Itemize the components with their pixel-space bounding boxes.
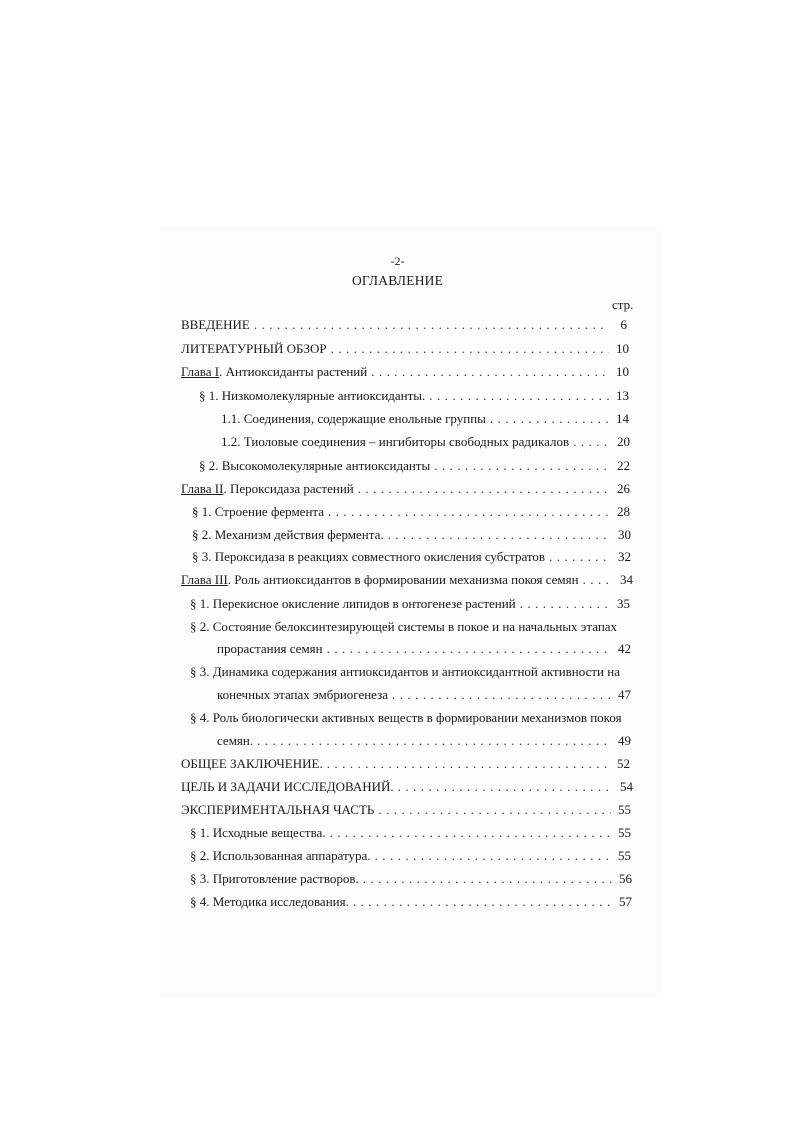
leader-dots <box>254 317 607 333</box>
page-column-label: стр. <box>612 297 634 312</box>
leader-dots <box>429 388 609 404</box>
toc-entry-section: § 2. Высокомолекулярные антиоксиданты . . . 22 <box>199 458 630 476</box>
toc-entry-section: § 3. Динамика содержания антиоксидантов и антиоксидантной активности на <box>190 664 620 679</box>
toc-entry-section-continuation: прорастания семян . . . 42 <box>217 641 631 659</box>
page-ref: 49 <box>618 733 631 748</box>
toc-entry-section: § 1. Исходные вещества. . . . 55 <box>190 825 631 843</box>
toc-entry-section: § 2. Механизм действия фермента. . . . 30 <box>192 527 631 545</box>
leader-dots <box>549 549 611 565</box>
leader-dots <box>573 434 610 450</box>
page-ref: 6 <box>620 317 627 332</box>
leader-dots <box>434 458 610 474</box>
page-ref: 22 <box>617 458 630 473</box>
page-number: -2- <box>390 254 405 268</box>
leader-dots <box>378 802 611 818</box>
page-ref: 26 <box>617 481 630 496</box>
toc-entry-section: § 1. Перекисное окисление липидов в онтогенезе растений . . . 35 <box>190 596 630 614</box>
toc-entry-section: § 2. Состояние белоксинтезирующей системы в покое и на начальных этапах <box>190 619 618 634</box>
page-ref: 13 <box>616 388 629 403</box>
toc-entry-section: § 4. Методика исследования. . . . 57 <box>190 894 632 912</box>
leader-dots <box>327 641 611 657</box>
toc-entry-experimental: ЭКСПЕРИМЕНТАЛЬНАЯ ЧАСТЬ . . . 55 <box>181 802 631 820</box>
page-title: ОГЛАВЛЕНИЕ <box>351 273 444 288</box>
toc-entry-section: § 3. Пероксидаза в реакциях совместного окисления субстратов . . . 32 <box>192 549 631 567</box>
toc-entry-chapter-1: Глава I. Антиоксиданты растений . . . 10 <box>181 364 629 382</box>
toc-entry-section: § 3. Приготовление растворов. . . . 56 <box>190 871 632 889</box>
leader-dots <box>375 848 611 864</box>
page-ref: 34 <box>620 572 633 587</box>
chapter-label: Глава II <box>181 481 224 496</box>
page-ref: 28 <box>617 504 630 519</box>
leader-dots <box>353 894 612 910</box>
leader-dots <box>358 481 610 497</box>
toc-entry-section: § 4. Роль биологически активных веществ в формировании механизмов покоя <box>190 710 622 725</box>
page-ref: 47 <box>618 687 631 702</box>
page-ref: 10 <box>616 341 629 356</box>
toc-entry-chapter-2: Глава II. Пероксидаза растений . . . 26 <box>181 481 630 499</box>
page-ref: 56 <box>619 871 632 886</box>
leader-dots <box>392 687 611 703</box>
leader-dots <box>583 572 613 588</box>
leader-dots <box>328 504 610 520</box>
leader-dots <box>327 756 610 772</box>
page-ref: 10 <box>616 364 629 379</box>
page-ref: 20 <box>617 434 630 449</box>
page-ref: 14 <box>616 411 629 426</box>
page-ref: 30 <box>618 527 631 542</box>
leader-dots <box>257 733 611 749</box>
page-ref: 32 <box>618 549 631 564</box>
toc-entry-subsection: 1.1. Соединения, содержащие енольные группы . . . 14 <box>221 411 629 429</box>
leader-dots <box>331 341 609 357</box>
page-ref: 55 <box>618 848 631 863</box>
chapter-label: Глава III <box>181 572 228 587</box>
toc-entry-subsection: 1.2. Тиоловые соединения – ингибиторы свободных радикалов . . . 20 <box>221 434 630 452</box>
page-ref: 57 <box>619 894 632 909</box>
toc-entry-section: § 2. Использованная аппаратура. . . . 55 <box>190 848 631 866</box>
toc-entry-introduction: ВВЕДЕНИЕ . . . 6 <box>181 317 627 335</box>
toc-entry-section-continuation: конечных этапах эмбриогенеза . . . 47 <box>217 687 631 705</box>
page-ref: 35 <box>617 596 630 611</box>
page-ref: 42 <box>618 641 631 656</box>
leader-dots <box>398 779 613 795</box>
leader-dots <box>330 825 611 841</box>
leader-dots <box>363 871 612 887</box>
toc-entry-section-continuation: семян. . . . 49 <box>217 733 631 751</box>
toc-entry-conclusion: ОБЩЕЕ ЗАКЛЮЧЕНИЕ. . . . 52 <box>181 756 630 774</box>
page-ref: 55 <box>618 802 631 817</box>
toc-entry-chapter-3: Глава III. Роль антиоксидантов в формировании механизма покоя семян . . . 34 <box>181 572 633 590</box>
toc-entry-section: § 1. Строение фермента . . . 28 <box>192 504 630 522</box>
leader-dots <box>388 527 611 543</box>
page-ref: 55 <box>618 825 631 840</box>
chapter-label: Глава I <box>181 364 220 379</box>
toc-entry-literature-review: ЛИТЕРАТУРНЫЙ ОБЗОР . . . 10 <box>181 341 629 359</box>
leader-dots <box>371 364 609 380</box>
leader-dots <box>520 596 610 612</box>
leader-dots <box>490 411 609 427</box>
toc-entry-goals: ЦЕЛЬ И ЗАДАЧИ ИССЛЕДОВАНИЙ. . . . 54 <box>181 779 633 797</box>
page-ref: 54 <box>620 779 633 794</box>
toc-entry-section: § 1. Низкомолекулярные антиоксиданты. . . . 13 <box>199 388 629 406</box>
page-ref: 52 <box>617 756 630 771</box>
